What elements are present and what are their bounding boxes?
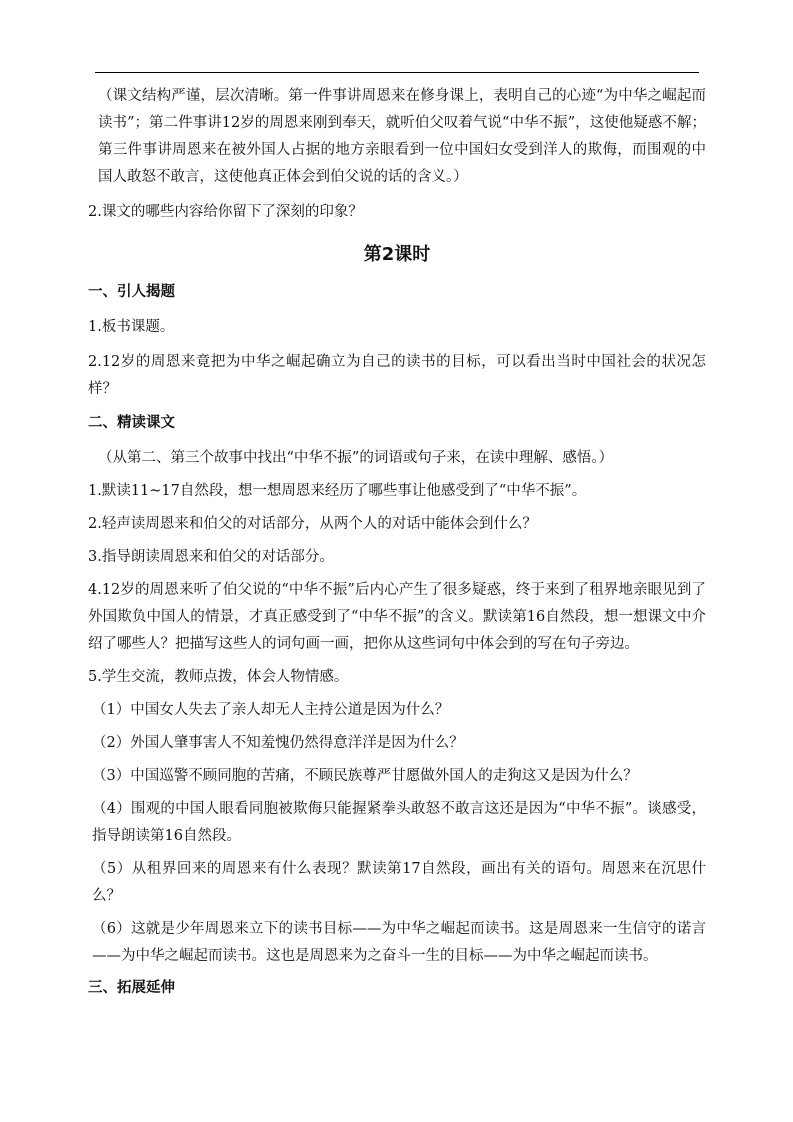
section2-guide: （从第二、第三个故事中找出“中华不振”的词语或句子来，在读中理解、感悟。）	[98, 450, 614, 466]
section2-item-1: 1.默读11~17自然段，想一想周恩来经历了哪些事让他感受到了“中华不振”。	[88, 483, 587, 499]
sub-question-6: （6）这就是少年周恩来立下的读书目标——为中华之崛起而读书。这是周恩来一生信守的诺言——为中华之崛起而读书。这也是周恩来为之奋斗一生的目标——为中华之崛起而读书。	[92, 921, 706, 964]
sub-question-3: （3）中国巡警不顾同胞的苦痛，不顾民族尊严甘愿做外国人的走狗这又是因为什么？	[92, 768, 638, 784]
section-heading-2: 二、精读课文	[88, 415, 175, 431]
section-heading-3: 三、拓展延伸	[88, 980, 175, 996]
section2-item-2: 2.轻声读周恩来和伯父的对话部分，从两个人的对话中能体会到什么？	[88, 516, 537, 532]
sub-question-2: （2）外国人肇事害人不知羞愧仍然得意洋洋是因为什么？	[92, 735, 464, 751]
sub-question-5: （5）从租界回来的周恩来有什么表现？默读第17自然段，画出有关的语句。周恩来在沉思什么？	[92, 861, 706, 904]
section-heading-1: 一、引人揭题	[88, 284, 175, 300]
section1-item-2: 2.12岁的周恩来竟把为中华之崛起确立为自己的读书的目标，可以看出当时中国社会的状况怎样？	[88, 354, 706, 397]
section1-item-1: 1.板书课题。	[88, 319, 175, 335]
question-2: 2.课文的哪些内容给你留下了深刻的印象？	[88, 204, 363, 220]
page-content	[88, 83, 706, 1010]
sub-question-1: （1）中国女人失去了亲人却无人主持公道是因为什么？	[92, 702, 450, 718]
sub-question-4: （4）围观的中国人眼看同胞被欺侮只能握紧拳头敢怒不敢言这还是因为“中华不振”。谈感受，指导朗读第16自然段。	[92, 801, 706, 844]
lesson-title: 第2课时	[363, 244, 431, 265]
section2-item-5: 5.学生交流，教师点拨，体会人物情感。	[88, 669, 349, 685]
section2-item-4: 4.12岁的周恩来听了伯父说的“中华不振”后内心产生了很多疑惑，终于来到了租界地亲眼见到了外国欺负中国人的情景，才真正感受到了“中华不振”的含义。默读第16自然段，想一想课文中介绍了哪些人？把描写这些人的词句画一画，把你从这些词句中体会到的写在句子旁边。	[88, 582, 706, 652]
header-rule	[95, 72, 699, 73]
structure-summary: （课文结构严谨，层次清晰。第一件事讲周恩来在修身课上，表明自己的心迹“为中华之崛起而读书”；第二件事讲12岁的周恩来刚到奉天，就听伯父叹着气说“中华不振”，这使他疑惑不解；第三件事讲周恩来在被外国人占据的地方亲眼看到一位中国妇女受到洋人的欺侮，而围观的中国人敢怒不敢言，这使他真正体会到伯父说的话的含义。）	[98, 88, 706, 185]
section2-item-3: 3.指导朗读周恩来和伯父的对话部分。	[88, 549, 334, 565]
